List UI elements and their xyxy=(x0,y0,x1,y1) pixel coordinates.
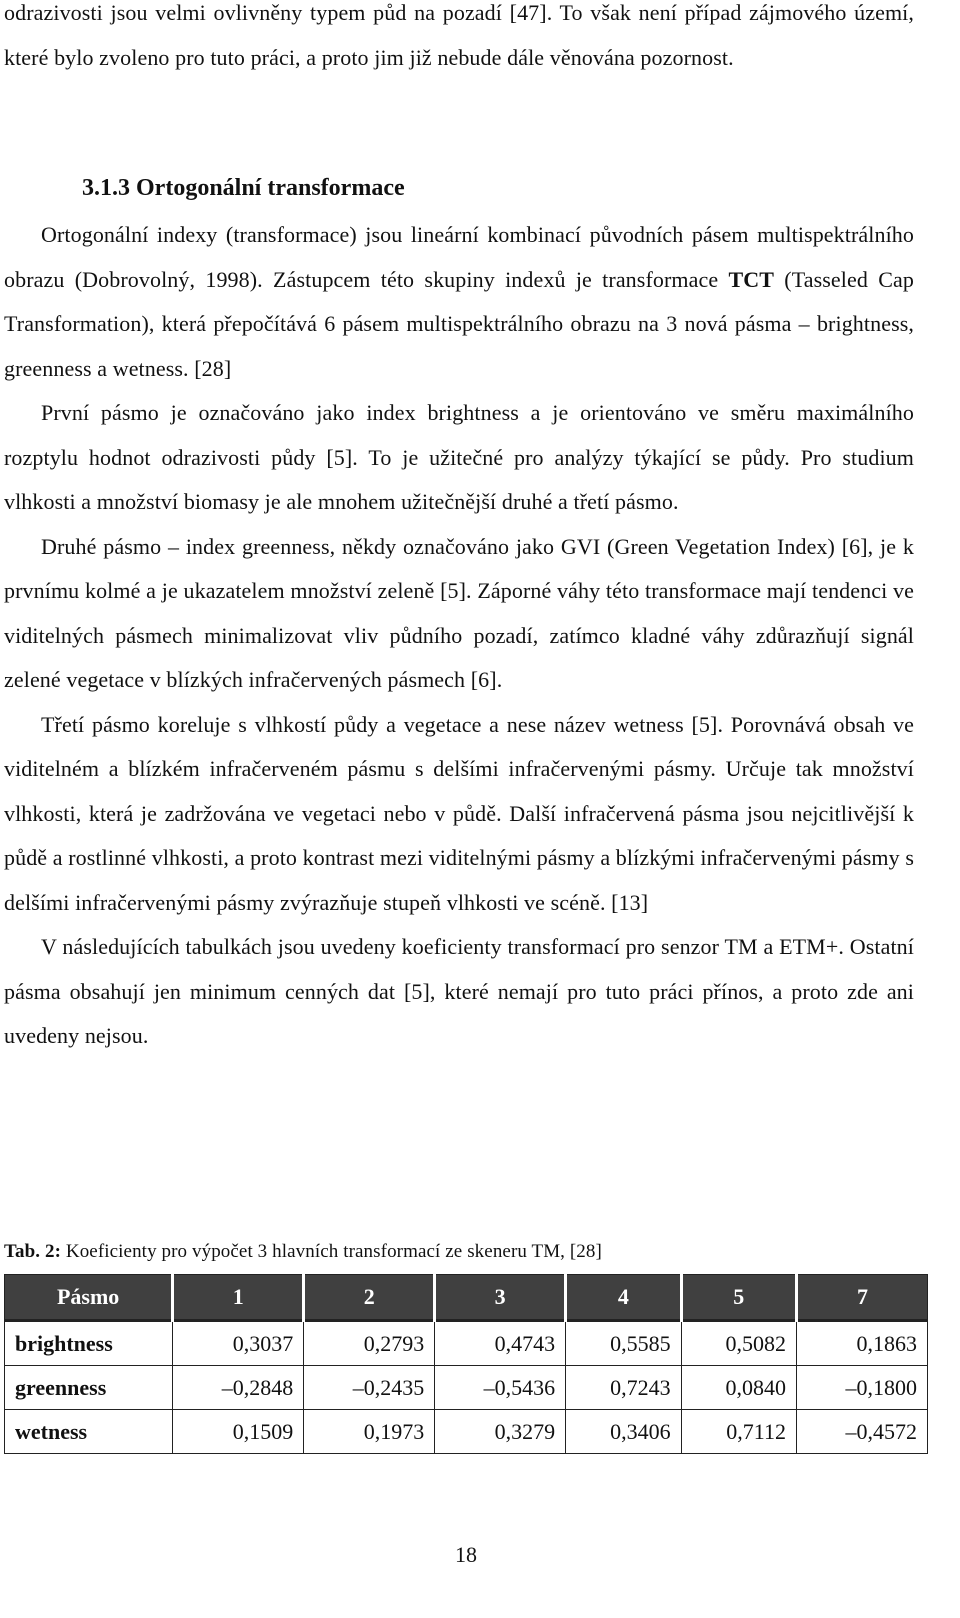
paragraph-intro: odrazivosti jsou velmi ovlivněny typem půd na pozadí [47]. To však není případ zájmového území, které bylo zvoleno pro tuto práci, a proto jim již nebude dále věnována pozornost. xyxy=(4,0,914,70)
table-header-row xyxy=(5,1275,928,1321)
table-cell: 0,0840 xyxy=(681,1366,796,1410)
table-header-cell: 2 xyxy=(304,1275,435,1321)
table-cell: 0,5082 xyxy=(681,1321,796,1366)
table-header-cell: 7 xyxy=(796,1275,927,1321)
table-cell: 0,3406 xyxy=(566,1410,681,1454)
section-heading: 3.1.3 Ortogonální transformace xyxy=(82,175,405,201)
table-caption-text: Koeficienty pro výpočet 3 hlavních transformací ze skeneru TM, [28] xyxy=(61,1241,602,1262)
table-header-cell: Pásmo xyxy=(5,1275,173,1321)
table-caption-label: Tab. 2: xyxy=(4,1241,62,1262)
table-cell: 0,3279 xyxy=(435,1410,566,1454)
paragraph-tct-post: (Tasseled Cap Transformation), která přepočítává 6 pásem multispektrálního obrazu na 3 nová pásma – brightness, greenness a wetness. [28] xyxy=(4,266,914,381)
table-cell: 0,1973 xyxy=(304,1410,435,1454)
table-header-cell: 5 xyxy=(681,1275,796,1321)
table-cell: –0,4572 xyxy=(796,1410,927,1454)
table-row-label: brightness xyxy=(5,1321,173,1366)
table-row-label: wetness xyxy=(5,1410,173,1454)
table-header-cell: 1 xyxy=(173,1275,304,1321)
coefficients-table xyxy=(4,1274,928,1454)
table-cell: 0,7112 xyxy=(681,1410,796,1454)
table-row-label: greenness xyxy=(5,1366,173,1410)
table-cell: 0,1509 xyxy=(173,1410,304,1454)
page-number: 18 xyxy=(455,1542,477,1567)
table-cell: 0,7243 xyxy=(566,1366,681,1410)
table-cell: –0,1800 xyxy=(796,1366,927,1410)
paragraph-brightness: První pásmo je označováno jako index brightness a je orientováno ve směru maximálního rozptylu hodnot odrazivosti půdy [5]. To je užitečné pro analýzy týkající se půdy. Pro studium vlhkosti a množství biomasy je ale mnohem užitečnější druhé a třetí pásmo. xyxy=(4,400,914,514)
table-header-cell: 3 xyxy=(435,1275,566,1321)
paragraph-tct xyxy=(4,213,914,391)
table-cell: 0,2793 xyxy=(304,1321,435,1366)
table-cell: –0,5436 xyxy=(435,1366,566,1410)
paragraph-wetness: Třetí pásmo koreluje s vlhkostí půdy a vegetace a nese název wetness [5]. Porovnává obsah ve viditelném a blízkém infračerveném pásmu s delšími infračervenými pásmy. Určuje tak množství vlhkosti, která je zadržována ve vegetaci nebo v půdě. Další infračervená pásma jsou nejcitlivější k půdě a rostlinné vlhkosti, a proto kontrast mezi viditelnými pásmy a blízkými infračervenými pásmy s delšími infračervenými pásmy zvýrazňuje stupeň vlhkosti ve scéně. [13] xyxy=(4,711,914,915)
tct-abbreviation: TCT xyxy=(728,266,775,292)
section-body xyxy=(4,213,914,1059)
table-cell: 0,3037 xyxy=(173,1321,304,1366)
table-cell: 0,4743 xyxy=(435,1321,566,1366)
table-row xyxy=(5,1321,928,1366)
table-cell: –0,2435 xyxy=(304,1366,435,1410)
table-cell: 0,1863 xyxy=(796,1321,927,1366)
table-row xyxy=(5,1410,928,1454)
table-row xyxy=(5,1366,928,1410)
paragraph-table-intro: V následujících tabulkách jsou uvedeny koeficienty transformací pro senzor TM a ETM+. Ostatní pásma obsahují jen minimum cenných dat [5], které nemají pro tuto práci přínos, a proto zde ani uvedeny nejsou. xyxy=(4,934,914,1048)
table-cell: –0,2848 xyxy=(173,1366,304,1410)
paragraph-greenness: Druhé pásmo – index greenness, někdy označováno jako GVI (Green Vegetation Index) [6], je k prvnímu kolmé a je ukazatelem množství zeleně [5]. Záporné váhy této transformace mají tendenci ve viditelných pásmech minimalizovat vliv půdního pozadí, zatímco kladné váhy zdůrazňují signál zelené vegetace v blízkých infračervených pásmech [6]. xyxy=(4,533,914,692)
table-caption xyxy=(4,1237,914,1267)
table-header-cell: 4 xyxy=(566,1275,681,1321)
paragraph-tct-pre: Ortogonální indexy (transformace) jsou lineární kombinací původních pásem multispektrálního obrazu (Dobrovolný, 1998). Zástupcem této skupiny indexů je transformace xyxy=(4,222,914,292)
table-cell: 0,5585 xyxy=(566,1321,681,1366)
